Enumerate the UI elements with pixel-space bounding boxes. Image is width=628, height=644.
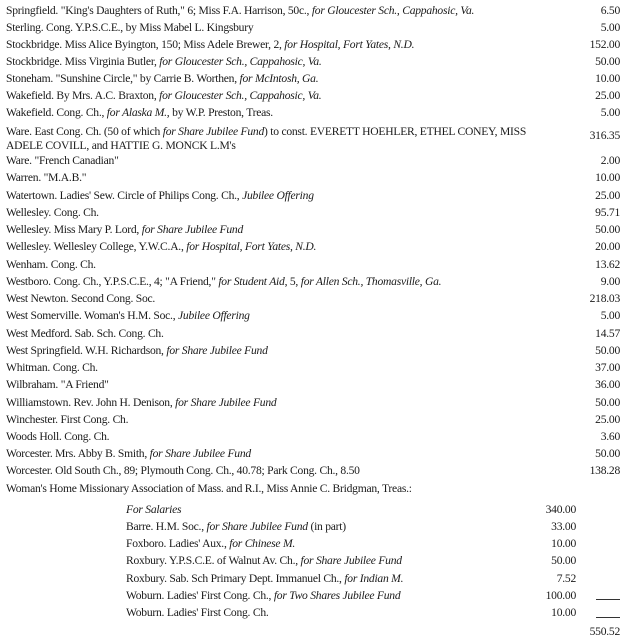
text-fragment: Watertown. Ladies' Sew. Circle of Philips Cong. Ch., <box>6 189 243 202</box>
entry-description <box>6 464 566 478</box>
text-fragment: Woods Holl. Cong. Ch. <box>6 430 110 443</box>
text-fragment: Stoneham. "Sunshine Circle," by Carrie B. Worthen, <box>6 72 240 85</box>
sub-entry-amount: 33.00 <box>551 520 576 533</box>
italic-note: for Share Jubilee Fund <box>300 554 402 567</box>
entry-description <box>6 378 566 392</box>
italic-note: for Gloucester Sch., Cappahosic, Va. <box>311 4 475 17</box>
text-fragment: Wellesley. Cong. Ch. <box>6 206 99 219</box>
sub-entry-amount: 7.52 <box>556 572 576 585</box>
entry-description <box>6 258 566 272</box>
italic-note: for Two Shares Jubilee Fund <box>273 589 401 602</box>
text-fragment: Stockbridge. Miss Virginia Butler, <box>6 55 160 68</box>
entry-description <box>6 106 566 120</box>
entry-description <box>6 396 566 410</box>
italic-note: For Salaries <box>126 503 182 516</box>
text-fragment: West Medford. Sab. Sch. Cong. Ch. <box>6 327 164 340</box>
text-fragment: Roxbury. Y.P.S.C.E. of Walnut Av. Ch., <box>126 554 301 567</box>
entry-amount: 25.00 <box>595 89 620 102</box>
entry-description <box>6 309 566 323</box>
text-fragment: Springfield. "King's Daughters of Ruth," 6; Miss F.A. Harrison, 50c., <box>6 4 312 17</box>
entry-amount: 316.35 <box>589 129 620 142</box>
text-fragment: West Springfield. W.H. Richardson, <box>6 344 167 357</box>
italic-note: for Share Jubilee Fund <box>162 125 265 138</box>
entry-amount: 2.00 <box>600 154 620 167</box>
entry-amount: 95.71 <box>595 206 620 219</box>
entry-description <box>6 240 566 254</box>
entry-description <box>6 206 566 220</box>
text-fragment: Wenham. Cong. Ch. <box>6 258 96 271</box>
entry-amount: 138.28 <box>589 464 620 477</box>
entry-amount: 36.00 <box>595 378 620 391</box>
entry-description <box>6 21 566 35</box>
entry-amount: 218.03 <box>589 292 620 305</box>
sub-entry-description <box>126 537 295 551</box>
entry-description <box>6 72 566 86</box>
text-fragment: Woburn. Ladies' First Cong. Ch. <box>126 606 269 619</box>
italic-note: for Indian M. <box>344 572 404 585</box>
association-total: 550.52 <box>589 625 620 638</box>
sub-entry-description <box>126 503 181 517</box>
entry-description <box>6 361 566 375</box>
entry-amount: 37.00 <box>595 361 620 374</box>
entry-amount: 9.00 <box>600 275 620 288</box>
entry-amount: 50.00 <box>595 447 620 460</box>
sub-entry-amount: 10.00 <box>551 537 576 550</box>
entry-description <box>6 189 566 203</box>
sub-entry-amount: 50.00 <box>551 554 576 567</box>
italic-note: for Gloucester Sch., Cappahosic, Va. <box>159 89 322 102</box>
text-fragment: Winchester. First Cong. Ch. <box>6 413 129 426</box>
italic-note: for Share Jubilee Fund <box>166 344 268 357</box>
entry-description <box>6 89 566 103</box>
sub-entry-amount: 340.00 <box>545 503 576 516</box>
entry-amount: 13.62 <box>595 258 620 271</box>
sub-entry-description <box>126 589 400 603</box>
entry-description <box>6 223 566 237</box>
entry-description <box>6 38 566 52</box>
entry-description <box>6 275 566 289</box>
text-fragment: by W.P. Preston, Treas. <box>169 106 273 119</box>
italic-note: for Share Jubilee Fund <box>149 447 251 460</box>
entry-amount: 10.00 <box>595 72 620 85</box>
sub-entry-description <box>126 572 403 586</box>
entry-description <box>6 327 566 341</box>
italic-note: for Hospital, Fort Yates, N.D. <box>284 38 415 51</box>
sub-entry-amount: 100.00 <box>545 589 576 602</box>
sub-entry-description <box>126 606 269 620</box>
text-fragment: Westboro. Cong. Ch., Y.P.S.C.E., 4; "A Friend," <box>6 275 219 288</box>
text-fragment: West Newton. Second Cong. Soc. <box>6 292 156 305</box>
entry-amount: 50.00 <box>595 396 620 409</box>
text-fragment: Wakefield. By Mrs. A.C. Braxton, <box>6 89 160 102</box>
entry-amount: 5.00 <box>600 106 620 119</box>
text-fragment: Worcester. Mrs. Abby B. Smith, <box>6 447 150 460</box>
sub-entry-description <box>126 520 346 534</box>
italic-note: for Share Jubilee Fund <box>141 223 244 236</box>
text-fragment: , 5, <box>284 275 301 288</box>
entry-description <box>6 344 566 358</box>
text-fragment: Worcester. Old South Ch., 89; Plymouth Cong. Ch., 40.78; Park Cong. Ch., 8.50 <box>6 464 360 477</box>
entry-amount: 25.00 <box>595 413 620 426</box>
italic-note: for Allen Sch., Thomasville, Ga. <box>300 275 442 288</box>
text-fragment: Woburn. Ladies' First Cong. Ch., <box>126 589 274 602</box>
entry-amount: 50.00 <box>595 55 620 68</box>
entry-amount: 20.00 <box>595 240 620 253</box>
entry-amount: 25.00 <box>595 189 620 202</box>
entry-description <box>6 482 566 496</box>
italic-note: for Hospital, Fort Yates, N.D. <box>186 240 317 253</box>
entry-description <box>6 447 566 461</box>
italic-note: for Share Jubilee Fund <box>175 396 277 409</box>
text-fragment: Williamstown. Rev. John H. Denison, <box>6 396 176 409</box>
sub-entry-amount: 10.00 <box>551 606 576 619</box>
text-fragment: Stockbridge. Miss Alice Byington, 150; Miss Adele Brewer, 2, <box>6 38 285 51</box>
entry-description <box>6 292 566 306</box>
italic-note: for McIntosh, Ga. <box>239 72 319 85</box>
text-fragment: Roxbury. Sab. Sch Primary Dept. Immanuel Ch., <box>126 572 345 585</box>
sub-entry-description <box>126 554 402 568</box>
entry-amount: 50.00 <box>595 223 620 236</box>
text-fragment: Barre. H.M. Soc., <box>126 520 207 533</box>
text-fragment: ) to const. EVERETT HOEHLER, ETHEL CONEY, MISS ADELE COVILL, and HATTIE G. MONCK L.M's <box>6 125 527 152</box>
sum-rule-2 <box>596 617 620 618</box>
entry-description <box>6 171 566 185</box>
entry-amount: 3.60 <box>600 430 620 443</box>
entry-description <box>6 430 566 444</box>
entry-description <box>6 4 566 18</box>
italic-note: Jubilee Offering <box>178 309 250 322</box>
entry-amount: 50.00 <box>595 344 620 357</box>
text-fragment: West Somerville. Woman's H.M. Soc., <box>6 309 178 322</box>
entry-description <box>6 125 546 153</box>
entry-description <box>6 55 566 69</box>
entry-description <box>6 413 566 427</box>
italic-note: for Alaska M., <box>106 106 170 119</box>
text-fragment: Wakefield. Cong. Ch., <box>6 106 107 119</box>
entry-amount: 5.00 <box>600 21 620 34</box>
text-fragment: Ware. East Cong. Ch. (50 of which <box>6 125 163 138</box>
entry-amount: 6.50 <box>600 4 620 17</box>
italic-note: for Chinese M. <box>229 537 295 550</box>
text-fragment: Woman's Home Missionary Association of Mass. and R.I., Miss Annie C. Bridgman, Treas.: <box>6 482 412 495</box>
text-fragment: Foxboro. Ladies' Aux., <box>126 537 230 550</box>
text-fragment: Sterling. Cong. Y.P.S.C.E., by Miss Mabel L. Kingsbury <box>6 21 254 34</box>
italic-note: for Gloucester Sch., Cappahosic, Va. <box>159 55 322 68</box>
italic-note: for Student Aid <box>218 275 285 288</box>
entry-amount: 10.00 <box>595 171 620 184</box>
text-fragment: Wilbraham. "A Friend" <box>6 378 109 391</box>
entry-amount: 14.57 <box>595 327 620 340</box>
entry-description <box>6 154 566 168</box>
text-fragment: Wellesley. Miss Mary P. Lord, <box>6 223 142 236</box>
text-fragment: Whitman. Cong. Ch. <box>6 361 98 374</box>
entry-amount: 5.00 <box>600 309 620 322</box>
text-fragment: Warren. "M.A.B." <box>6 171 87 184</box>
italic-note: Jubilee Offering <box>242 189 314 202</box>
text-fragment: Ware. "French Canadian" <box>6 154 119 167</box>
sum-rule-1 <box>596 599 620 600</box>
text-fragment: Wellesley. Wellesley College, Y.W.C.A., <box>6 240 187 253</box>
text-fragment: (in part) <box>307 520 346 533</box>
italic-note: for Share Jubilee Fund <box>206 520 308 533</box>
entry-amount: 152.00 <box>589 38 620 51</box>
